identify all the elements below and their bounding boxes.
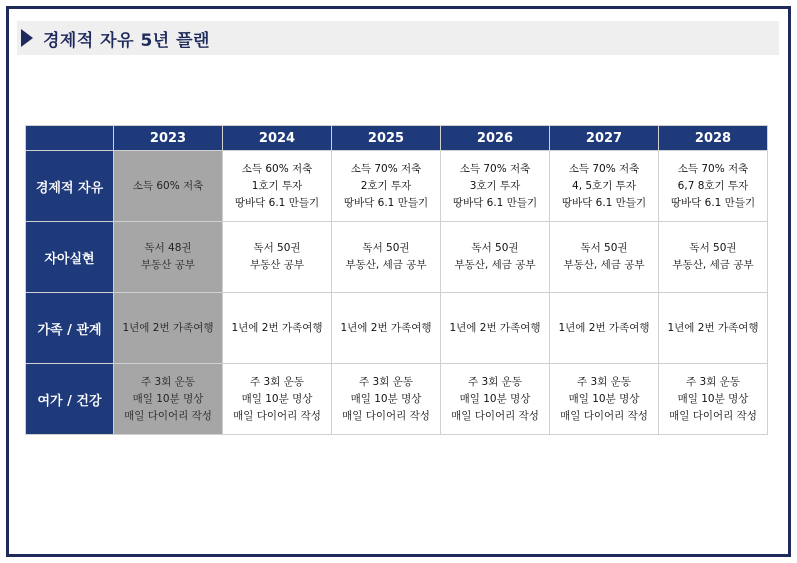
row-header: 경제적 자유 — [26, 151, 114, 222]
plan-cell-line: 땅바닥 6.1 만들기 — [670, 196, 756, 209]
plan-cell-line: 주 3회 운동 — [468, 375, 522, 388]
plan-cell-content — [332, 161, 440, 212]
plan-cell-line: 부동산, 세금 공부 — [672, 259, 754, 271]
table-row — [26, 222, 768, 293]
plan-cell — [550, 151, 659, 222]
plan-cell — [659, 151, 768, 222]
plan-cell-content — [550, 161, 658, 212]
plan-table — [25, 125, 768, 435]
year-header: 2025 — [332, 126, 441, 151]
plan-cell-content — [550, 320, 658, 337]
plan-cell — [332, 222, 441, 293]
plan-cell-line: 독서 50권 — [471, 242, 519, 254]
plan-cell-content — [332, 374, 440, 425]
plan-cell — [332, 364, 441, 435]
plan-cell-line: 매일 10분 명상 — [568, 392, 640, 405]
plan-cell-line: 주 3회 운동 — [250, 375, 304, 388]
title-bar — [17, 21, 779, 55]
plan-cell — [441, 364, 550, 435]
page-title: 경제적 자유 5년 플랜 — [43, 30, 210, 51]
plan-cell-line: 매일 10분 명상 — [350, 392, 422, 405]
plan-cell-content — [659, 240, 767, 274]
plan-cell-line: 1년에 2번 가족여행 — [122, 321, 214, 334]
plan-cell-content — [659, 374, 767, 425]
row-header: 여가 / 건강 — [26, 364, 114, 435]
plan-cell-content — [441, 374, 549, 425]
plan-cell-content — [441, 161, 549, 212]
plan-cell-line: 매일 10분 명상 — [677, 392, 749, 405]
plan-cell-line: 매일 다이어리 작성 — [342, 409, 430, 422]
plan-cell — [114, 364, 223, 435]
plan-cell — [114, 151, 223, 222]
plan-cell — [441, 293, 550, 364]
plan-cell-content — [114, 320, 222, 337]
plan-cell-line: 매일 다이어리 작성 — [451, 409, 539, 422]
plan-cell — [550, 364, 659, 435]
plan-cell-content — [223, 320, 331, 337]
plan-cell — [332, 293, 441, 364]
plan-cell-line: 1호기 투자 — [251, 179, 303, 192]
plan-cell-content — [441, 320, 549, 337]
table-row — [26, 293, 768, 364]
plan-cell-line: 땅바닥 6.1 만들기 — [561, 196, 647, 209]
table-row — [26, 364, 768, 435]
plan-cell-line: 땅바닥 6.1 만들기 — [234, 196, 320, 209]
plan-cell-content — [223, 161, 331, 212]
plan-cell-line: 1년에 2번 가족여행 — [449, 321, 541, 334]
plan-cell — [223, 293, 332, 364]
plan-cell-line: 소득 70% 저축 — [568, 162, 640, 175]
year-header-row — [26, 126, 768, 151]
plan-cell — [441, 151, 550, 222]
plan-cell-content — [441, 240, 549, 274]
plan-cell-line: 독서 50권 — [253, 242, 301, 254]
plan-cell-content — [114, 374, 222, 425]
plan-cell-line: 1년에 2번 가족여행 — [340, 321, 432, 334]
plan-cell-content — [550, 374, 658, 425]
plan-cell — [223, 151, 332, 222]
plan-cell-line: 2호기 투자 — [360, 179, 412, 192]
plan-cell — [114, 293, 223, 364]
plan-cell — [332, 151, 441, 222]
row-header: 가족 / 관계 — [26, 293, 114, 364]
plan-cell — [550, 222, 659, 293]
plan-cell — [114, 222, 223, 293]
plan-cell-line: 소득 60% 저축 — [132, 179, 204, 192]
row-header: 자아실현 — [26, 222, 114, 293]
plan-cell-line: 1년에 2번 가족여행 — [558, 321, 650, 334]
year-header: 2024 — [223, 126, 332, 151]
plan-cell-content — [659, 320, 767, 337]
plan-cell — [223, 222, 332, 293]
plan-cell-line: 소득 70% 저축 — [459, 162, 531, 175]
plan-cell-line: 독서 50권 — [362, 242, 410, 254]
plan-cell-line: 주 3회 운동 — [577, 375, 631, 388]
plan-cell-line: 땅바닥 6.1 만들기 — [343, 196, 429, 209]
year-header: 2028 — [659, 126, 768, 151]
plan-cell-line: 매일 10분 명상 — [241, 392, 313, 405]
plan-cell-content — [223, 374, 331, 425]
plan-cell — [223, 364, 332, 435]
table-row — [26, 151, 768, 222]
plan-cell-line: 주 3회 운동 — [359, 375, 413, 388]
slide-frame — [6, 6, 791, 557]
plan-cell — [550, 293, 659, 364]
plan-cell-line: 3호기 투자 — [469, 179, 521, 192]
plan-cell-line: 매일 다이어리 작성 — [669, 409, 757, 422]
plan-cell-line: 독서 48권 — [144, 242, 192, 254]
plan-cell-line: 소득 70% 저축 — [677, 162, 749, 175]
year-header: 2026 — [441, 126, 550, 151]
plan-cell-line: 매일 10분 명상 — [132, 392, 204, 405]
plan-cell-line: 주 3회 운동 — [141, 375, 195, 388]
plan-cell — [441, 222, 550, 293]
plan-cell-line: 4, 5호기 투자 — [572, 179, 636, 192]
plan-cell-content — [550, 240, 658, 274]
triangle-bullet-icon — [21, 29, 33, 47]
plan-cell-content — [332, 320, 440, 337]
plan-cell — [659, 222, 768, 293]
plan-cell-content — [114, 178, 222, 195]
plan-cell-line: 매일 다이어리 작성 — [233, 409, 321, 422]
plan-cell-line: 부동산 공부 — [140, 259, 196, 271]
plan-cell-line: 부동산 공부 — [249, 259, 305, 271]
plan-cell-line: 부동산, 세금 공부 — [345, 259, 427, 271]
plan-cell-content — [114, 240, 222, 274]
plan-cell-line: 땅바닥 6.1 만들기 — [452, 196, 538, 209]
plan-cell-line: 부동산, 세금 공부 — [563, 259, 645, 271]
plan-cell-line: 1년에 2번 가족여행 — [231, 321, 323, 334]
year-header: 2023 — [114, 126, 223, 151]
plan-cell-line: 6,7 8호기 투자 — [677, 179, 749, 192]
plan-cell-line: 독서 50권 — [689, 242, 737, 254]
plan-cell-line: 부동산, 세금 공부 — [454, 259, 536, 271]
plan-cell — [659, 364, 768, 435]
plan-cell-line: 매일 다이어리 작성 — [560, 409, 648, 422]
plan-cell-line: 소득 60% 저축 — [241, 162, 313, 175]
plan-cell-line: 매일 다이어리 작성 — [124, 409, 212, 422]
year-header: 2027 — [550, 126, 659, 151]
plan-cell — [659, 293, 768, 364]
plan-cell-line: 1년에 2번 가족여행 — [667, 321, 759, 334]
plan-cell-line: 독서 50권 — [580, 242, 628, 254]
plan-cell-content — [659, 161, 767, 212]
corner-cell — [26, 126, 114, 151]
plan-cell-line: 소득 70% 저축 — [350, 162, 422, 175]
plan-cell-content — [223, 240, 331, 274]
plan-cell-line: 매일 10분 명상 — [459, 392, 531, 405]
plan-cell-content — [332, 240, 440, 274]
plan-cell-line: 주 3회 운동 — [686, 375, 740, 388]
